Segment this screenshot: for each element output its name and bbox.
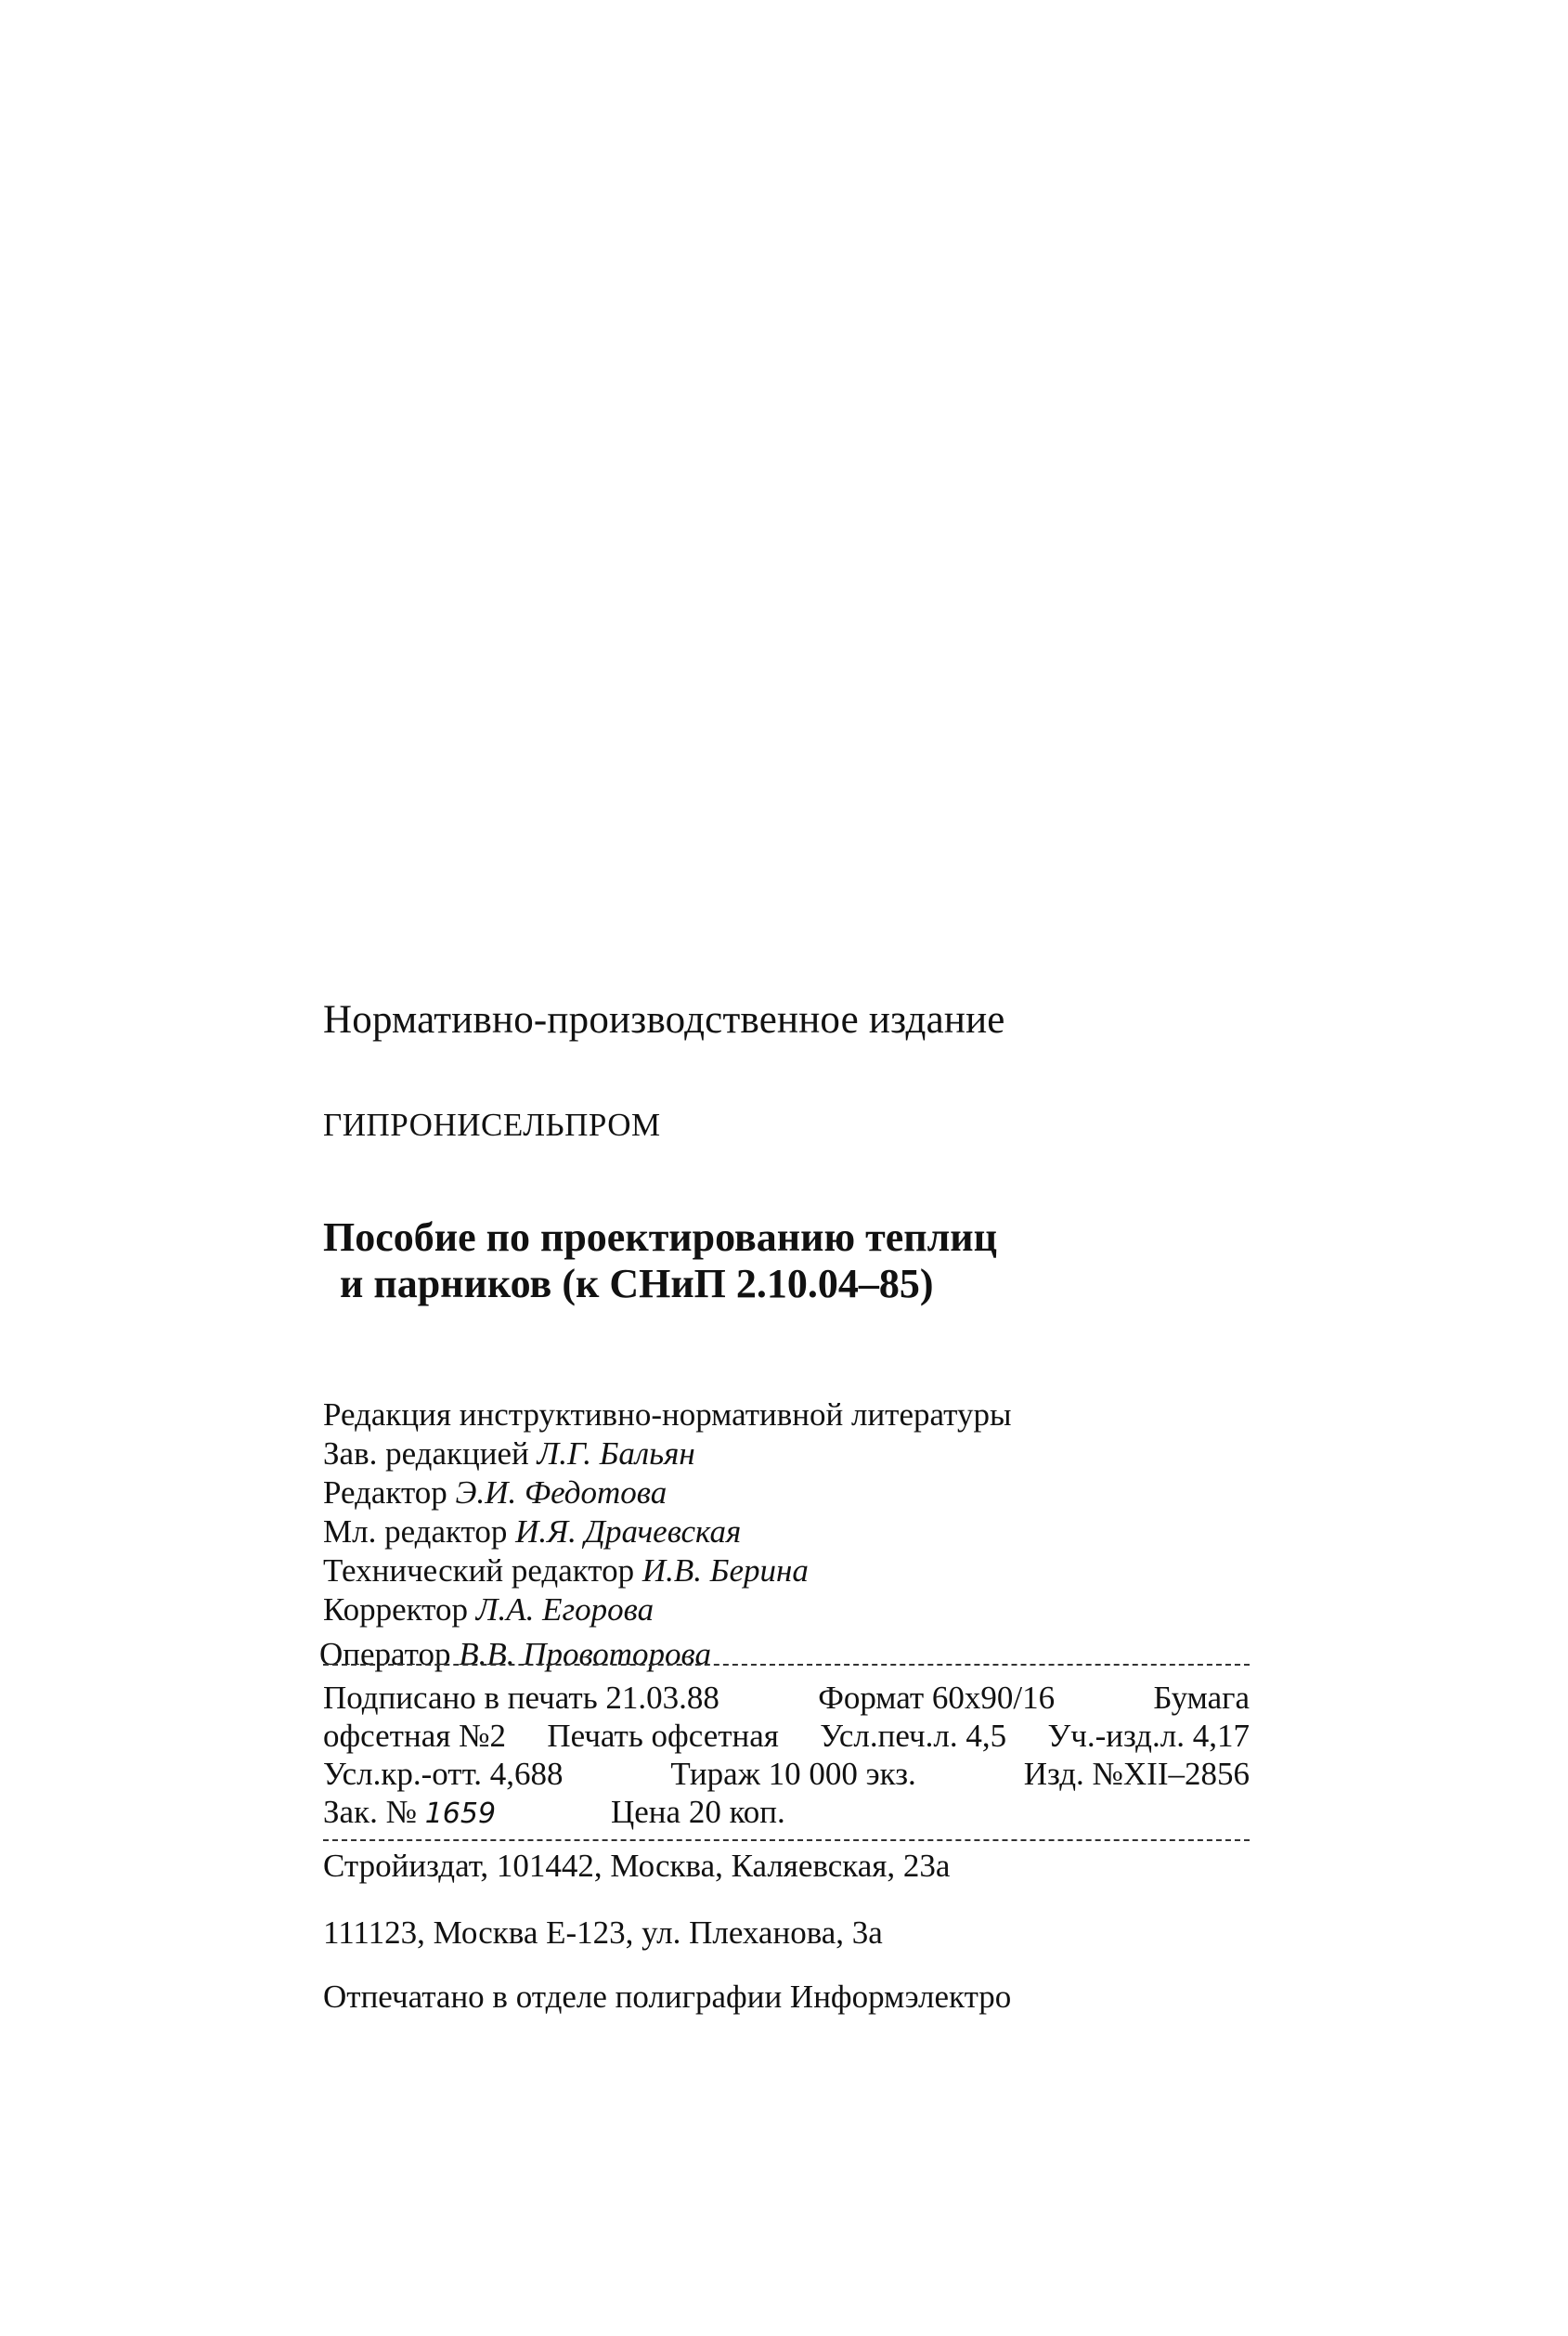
signed-date: Подписано в печать 21.03.88	[323, 1680, 719, 1716]
staff-name: В.В. Провоторова	[459, 1636, 712, 1672]
dashed-divider	[323, 1664, 1250, 1666]
staff-junior-editor	[323, 1512, 1011, 1551]
publisher-sheets: Уч.-изд.л. 4,17	[1047, 1718, 1250, 1754]
order-label: Зак. №	[323, 1794, 417, 1830]
staff-name: Л.А. Егорова	[475, 1591, 654, 1628]
organization: ГИПРОНИСЕЛЬПРОМ	[323, 1107, 661, 1143]
color-prints: Усл.кр.-отт. 4,688	[323, 1756, 564, 1792]
staff-editor	[323, 1473, 1011, 1512]
editorial-staff	[319, 1395, 1012, 1674]
format: Формат 60х90/16	[818, 1680, 1056, 1716]
staff-role: Мл. редактор	[323, 1513, 508, 1550]
staff-name: Э.И. Федотова	[455, 1474, 667, 1511]
paper: Бумага	[1153, 1680, 1250, 1716]
print-details-line	[323, 1679, 1250, 1717]
order-number	[323, 1793, 611, 1833]
print-details-line	[323, 1717, 1250, 1755]
edition-type: Нормативно-производственное издание	[323, 998, 1005, 1042]
staff-corrector	[323, 1590, 1011, 1629]
printing-address: 111123, Москва Е-123, ул. Плеханова, 3а	[323, 1914, 883, 1951]
staff-role: Зав. редакцией	[323, 1435, 529, 1472]
print-details-line	[323, 1755, 1250, 1793]
publication-number: Изд. №XII–2856	[1023, 1756, 1250, 1792]
book-title-line-1: Пособие по проектированию теплиц	[323, 1214, 997, 1260]
printed-by: Отпечатано в отделе полиграфии Информэлектро	[323, 1979, 1012, 2015]
print-details-line	[323, 1793, 1250, 1833]
print-details	[323, 1679, 1250, 1833]
publisher: Стройиздат, 101442, Москва, Каляевская, 23а	[323, 1848, 951, 1884]
staff-name: И.Я. Драчевская	[515, 1513, 742, 1550]
staff-tech-editor	[323, 1551, 1011, 1590]
staff-role: Корректор	[323, 1591, 469, 1628]
editorial-office: Редакция инструктивно-нормативной литературы	[323, 1396, 1012, 1433]
print-sheets: Усл.печ.л. 4,5	[820, 1718, 1007, 1754]
price: Цена 20 коп.	[611, 1794, 785, 1830]
staff-name: И.В. Берина	[641, 1552, 809, 1589]
staff-operator	[319, 1635, 1011, 1674]
staff-name: Л.Г. Бальян	[537, 1435, 695, 1472]
order-value: 1659	[424, 1797, 497, 1830]
print-run: Тираж 10 000 экз.	[670, 1756, 916, 1792]
book-title-line-2: и парников (к СНиП 2.10.04–85)	[340, 1261, 934, 1306]
staff-role: Оператор	[319, 1636, 451, 1672]
staff-role: Технический редактор	[323, 1552, 635, 1589]
staff-head	[323, 1434, 1011, 1473]
dashed-divider	[323, 1839, 1250, 1841]
print-type: Печать офсетная	[547, 1718, 779, 1754]
staff-role: Редактор	[323, 1474, 447, 1511]
book-title	[323, 1214, 997, 1307]
paper-type: офсетная №2	[323, 1718, 506, 1754]
